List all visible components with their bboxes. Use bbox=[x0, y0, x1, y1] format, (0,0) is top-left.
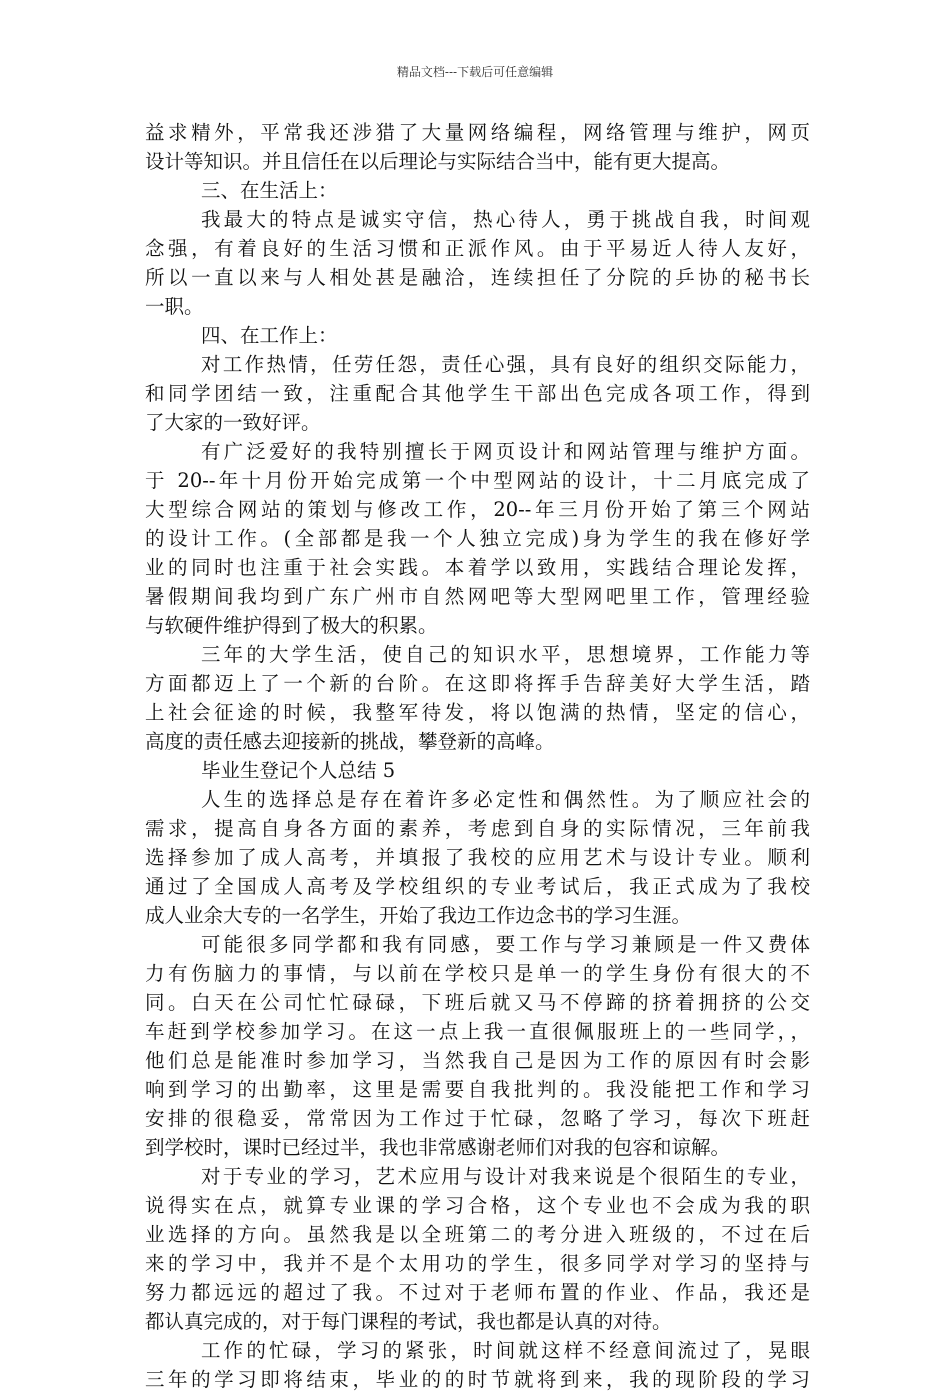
text-line: 对工作热情，任劳任怨，责任心强，具有良好的组织交际能力， bbox=[201, 353, 810, 376]
text-line: 和同学团结一致，注重配合其他学生干部出色完成各项工作，得到 bbox=[145, 382, 810, 405]
text-line: 念强，有着良好的生活习惯和正派作风。由于平易近人待人友好， bbox=[145, 237, 810, 260]
text-line: 车赶到学校参加学习。在这一点上我一直很佩服班上的一些同学，， bbox=[145, 1020, 810, 1043]
text-line: 三、在生活上： bbox=[201, 179, 338, 202]
text-line: 人生的选择总是存在着许多必定性和偶然性。为了顺应社会的 bbox=[201, 788, 810, 811]
text-line: 工作的忙碌，学习的紧张，时间就这样不经意间流过了，晃眼 bbox=[201, 1339, 810, 1362]
text-line: 努力都远远的超过了我。不过对于老师布置的作业、作品，我还是 bbox=[145, 1281, 810, 1304]
text-line: 三年的学习即将结束，毕业的的时节就将到来，我的现阶段的学习 bbox=[145, 1368, 810, 1391]
text-line: 了大家的一致好评。 bbox=[145, 411, 321, 434]
text-line: 同。白天在公司忙忙碌碌，下班后就又马不停蹄的挤着拥挤的公交 bbox=[145, 991, 810, 1014]
text-line: 所以一直以来与人相处甚是融洽，连续担任了分院的乒协的秘书长 bbox=[145, 266, 810, 289]
text-line: 可能很多同学都和我有同感，要工作与学习兼顾是一件又费体 bbox=[201, 933, 810, 956]
text-line: 业选择的方向。虽然我是以全班第二的考分进入班级的，不过在后 bbox=[145, 1223, 810, 1246]
text-line: 安排的很稳妥，常常因为工作过于忙碌，忽略了学习，每次下班赶 bbox=[145, 1107, 810, 1130]
text-line: 业的同时也注重于社会实践。本着学以致用，实践结合理论发挥， bbox=[145, 556, 810, 579]
text-line: 方面都迈上了一个新的台阶。在这即将挥手告辞美好大学生活，踏 bbox=[145, 672, 810, 695]
text-line: 力有伤脑力的事情，与以前在学校只是单一的学生身份有很大的不 bbox=[145, 962, 810, 985]
text-line: 大型综合网站的策划与修改工作，20--年三月份开始了第三个网站 bbox=[145, 498, 810, 521]
text-line: 四、在工作上： bbox=[201, 324, 338, 347]
text-line: 高度的责任感去迎接新的挑战，攀登新的高峰。 bbox=[145, 730, 555, 753]
text-line: 选择参加了成人高考，并填报了我校的应用艺术与设计专业。顺利 bbox=[145, 846, 810, 869]
text-line: 他们总是能准时参加学习，当然我自己是因为工作的原因有时会影 bbox=[145, 1049, 810, 1072]
text-line: 毕业生登记个人总结 5 bbox=[201, 759, 396, 782]
text-line: 的设计工作。(全部都是我一个人独立完成)身为学生的我在修好学 bbox=[145, 527, 810, 550]
text-line: 到学校时，课时已经过半，我也非常感谢老师们对我的包容和谅解。 bbox=[145, 1136, 731, 1159]
text-line: 成人业余大专的一名学生，开始了我边工作边念书的学习生涯。 bbox=[145, 904, 692, 927]
text-line: 对于专业的学习，艺术应用与设计对我来说是个很陌生的专业， bbox=[201, 1165, 810, 1188]
page-header: 精品文档---下载后可任意编辑 bbox=[396, 65, 554, 79]
text-line: 来的学习中，我并不是个太用功的学生，很多同学对学习的坚持与 bbox=[145, 1252, 810, 1275]
text-line: 于 20--年十月份开始完成第一个中型网站的设计，十二月底完成了 bbox=[145, 469, 810, 492]
text-line: 有广泛爱好的我特别擅长于网页设计和网站管理与维护方面。 bbox=[201, 440, 810, 463]
text-line: 三年的大学生活，使自己的知识水平，思想境界，工作能力等 bbox=[201, 643, 810, 666]
text-line: 上社会征途的时候，我整军待发，将以饱满的热情，坚定的信心， bbox=[145, 701, 810, 724]
text-line: 通过了全国成人高考及学校组织的专业考试后，我正式成为了我校 bbox=[145, 875, 810, 898]
text-line: 一职。 bbox=[145, 295, 204, 318]
text-line: 设计等知识。并且信任在以后理论与实际结合当中，能有更大提高。 bbox=[145, 150, 731, 173]
text-line: 需求，提高自身各方面的素养，考虑到自身的实际情况，三年前我 bbox=[145, 817, 810, 840]
text-line: 我最大的特点是诚实守信，热心待人，勇于挑战自我，时间观 bbox=[201, 208, 810, 231]
text-line: 说得实在点，就算专业课的学习合格，这个专业也不会成为我的职 bbox=[145, 1194, 810, 1217]
text-line: 与软硬件维护得到了极大的积累。 bbox=[145, 614, 438, 637]
text-line: 暑假期间我均到广东广州市自然网吧等大型网吧里工作，管理经验 bbox=[145, 585, 810, 608]
text-line: 都认真完成的，对于每门课程的考试，我也都是认真的对待。 bbox=[145, 1310, 672, 1333]
text-line: 响到学习的出勤率，这里是需要自我批判的。我没能把工作和学习 bbox=[145, 1078, 810, 1101]
text-line: 益求精外，平常我还涉猎了大量网络编程，网络管理与维护，网页 bbox=[145, 121, 810, 144]
document-body bbox=[145, 118, 810, 1394]
